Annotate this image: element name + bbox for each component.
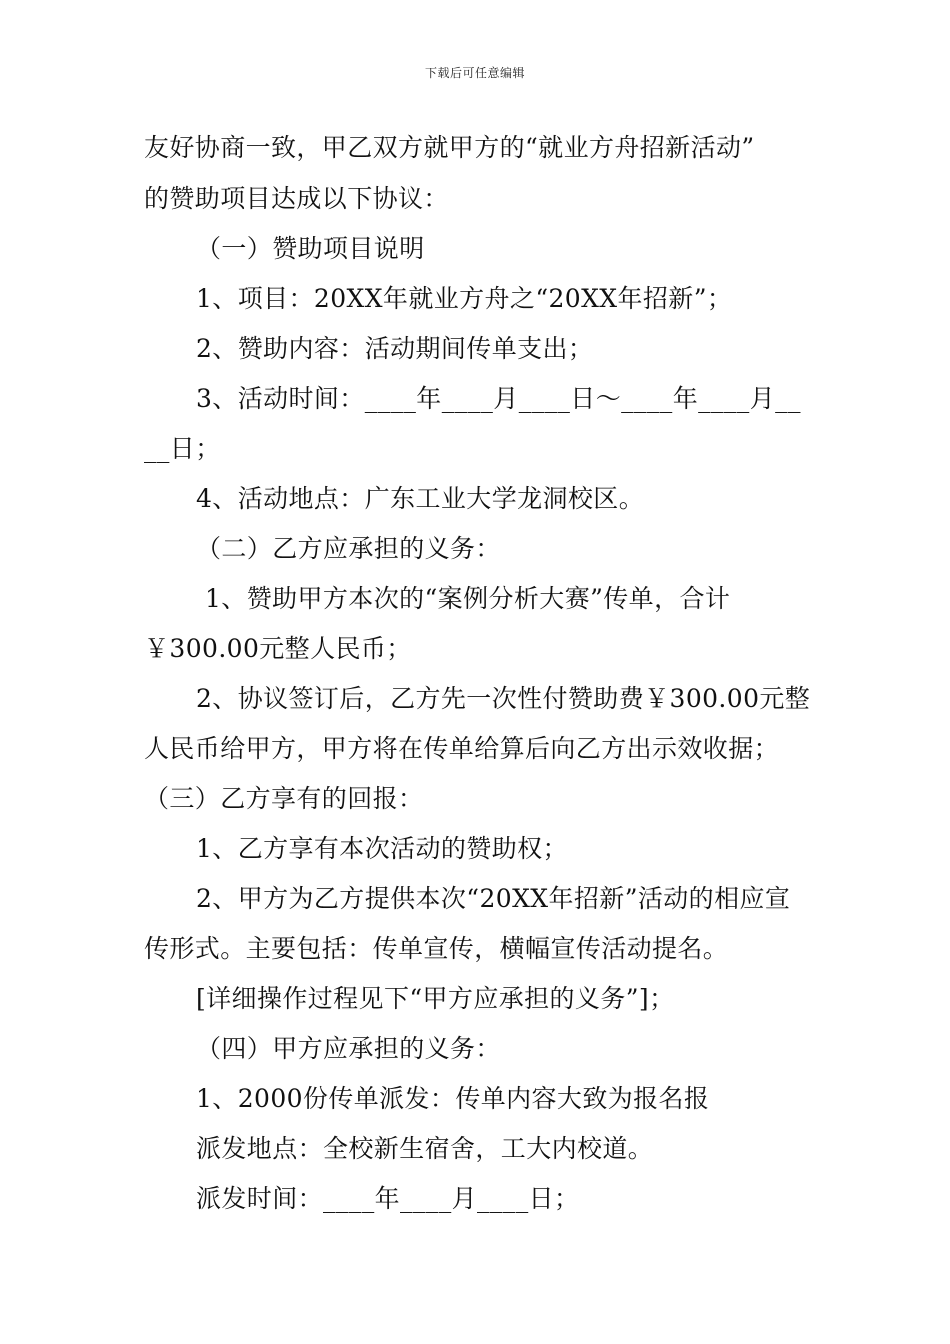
section-heading: （二）乙方应承担的义务： xyxy=(196,534,501,563)
section-heading: （一）赞助项目说明 xyxy=(196,234,425,263)
page-header-note: 下载后可任意编辑 xyxy=(424,66,525,80)
body-line: 1、2000份传单派发：传单内容大致为报名报 xyxy=(196,1084,710,1113)
body-line: 传形式。主要包括：传单宣传，横幅宣传活动提名。 xyxy=(144,934,729,963)
body-line: 4、活动地点：广东工业大学龙洞校区。 xyxy=(196,484,645,513)
body-line: 1、赞助甲方本次的“案例分析大赛”传单，合计 xyxy=(205,584,731,613)
body-line: 2、协议签订后，乙方先一次性付赞助费￥300.00元整 xyxy=(196,684,811,713)
body-line: 派发时间：____年____月____日； xyxy=(196,1184,580,1213)
body-line: __日； xyxy=(144,434,221,463)
body-line: 3、活动时间：____年____月____日～____年____月__ xyxy=(196,384,801,413)
section-heading: （四）甲方应承担的义务： xyxy=(196,1034,501,1063)
body-line: 的赞助项目达成以下协议： xyxy=(144,184,449,213)
body-line: ￥300.00元整人民币； xyxy=(144,634,412,663)
body-line: 人民币给甲方，甲方将在传单给算后向乙方出示效收据； xyxy=(144,734,780,763)
body-line: 1、项目：20XX年就业方舟之“20XX年招新”； xyxy=(196,284,733,313)
body-line: 2、赞助内容：活动期间传单支出； xyxy=(196,334,594,363)
body-line: 2、甲方为乙方提供本次“20XX年招新”活动的相应宣 xyxy=(196,884,791,913)
section-heading: （三）乙方享有的回报： xyxy=(144,784,424,813)
body-line: 派发地点：全校新生宿舍，工大内校道。 xyxy=(196,1134,654,1163)
body-line: 1、乙方享有本次活动的赞助权； xyxy=(196,834,568,863)
body-line: [详细操作过程见下“甲方应承担的义务”]； xyxy=(196,984,675,1013)
body-line: 友好协商一致，甲乙双方就甲方的“就业方舟招新活动” xyxy=(144,133,755,162)
